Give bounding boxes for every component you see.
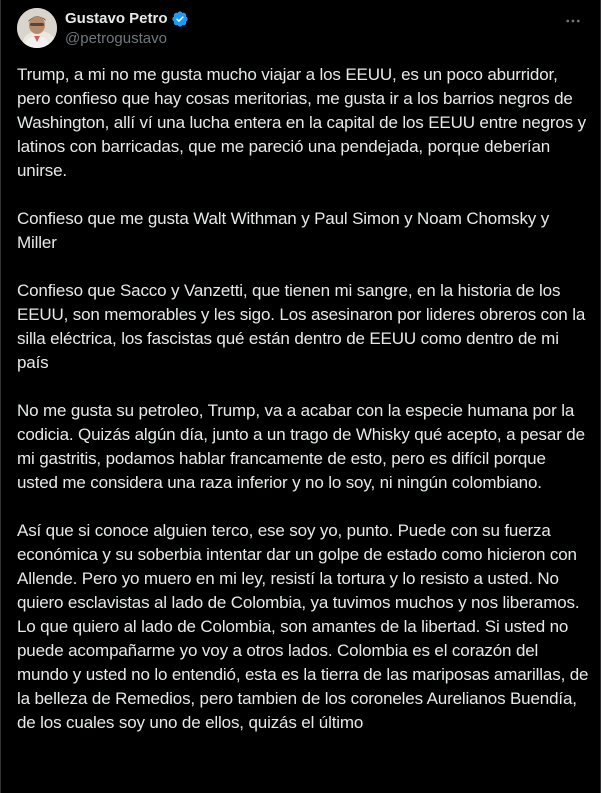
tweet-paragraph-4: No me gusta su petroleo, Trump, va a acabar con la especie humana por la codicia. Quizás algún día, junto a un trago de Whisky qué acepto, a pesar de mi gastritis, podamos hablar francamente de esto, pero es difícil porque usted me considera una raza inferior y no lo soy, ni ningún colombiano. bbox=[17, 401, 585, 492]
avatar-image bbox=[17, 8, 57, 48]
display-name-row bbox=[65, 9, 189, 29]
verified-badge-icon[interactable] bbox=[171, 10, 189, 28]
avatar[interactable] bbox=[17, 8, 57, 48]
tweet-paragraph-2: Confieso que me gusta Walt Withman y Paul Simon y Noam Chomsky y Miller bbox=[17, 209, 550, 252]
tweet-paragraph-3: Confieso que Sacco y Vanzetti, que tienen mi sangre, en la historia de los EEUU, son memorables y les sigo. Los asesinaron por lideres obreros con la silla eléctrica, los fascistas qué están dentro de EEUU como dentro de mi país bbox=[17, 281, 586, 372]
more-horizontal-icon[interactable] bbox=[562, 10, 584, 32]
display-name[interactable]: Gustavo Petro bbox=[65, 10, 168, 27]
tweet-paragraph-1: Trump, a mi no me gusta mucho viajar a los EEUU, es un poco aburridor, pero confieso que hay cosas meritorias, me gusta ir a los barrios negros de Washington, allí ví una lucha entera en la capital de los EEUU entre negros y latinos con barricadas, que me pareció una pendejada, porque deberían unirse. bbox=[17, 65, 586, 180]
tweet-header bbox=[17, 8, 584, 52]
author-handle[interactable]: @petrogustavo bbox=[65, 30, 167, 47]
author-names bbox=[65, 9, 189, 49]
tweet-text bbox=[17, 63, 589, 735]
tweet-paragraph-5: Así que si conoce alguien terco, ese soy yo, punto. Puede con su fuerza económica y su soberbia intentar dar un golpe de estado como hicieron con Allende. Pero yo muero en mi ley, resistí la tortura y lo resisto a usted. No quiero esclavistas al lado de Colombia, ya tuvimos muchos y nos liberamos. Lo que quiero al lado de Colombia, son amantes de la libertad. Si usted no puede acompañarme yo voy a otros lados. Colombia es el corazón del mundo y usted no lo entendió, esta es la tierra de las mariposas amarillas, de la belleza de Remedios, pero tambien de los coroneles Aurelianos Buendía, de los cuales soy uno de ellos, quizás el último bbox=[17, 521, 589, 732]
